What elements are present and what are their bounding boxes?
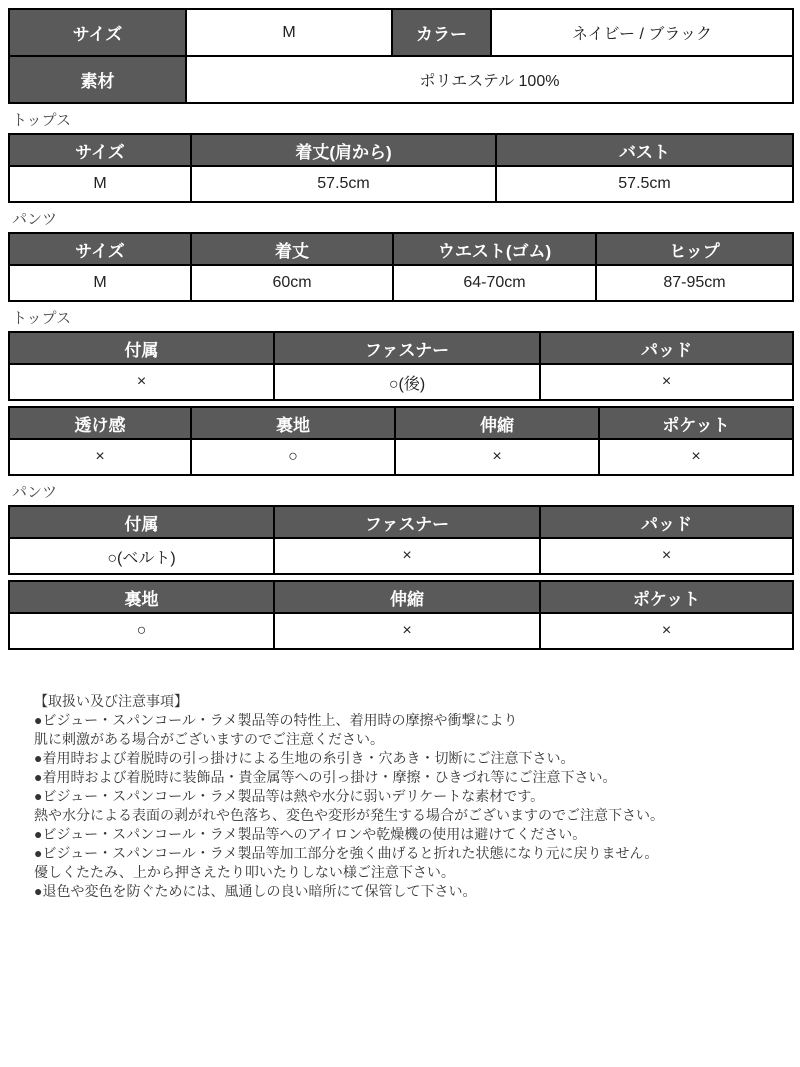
pants-detail-header-stretch: 伸縮 [274, 581, 540, 613]
tops-detail-g2-header-row [9, 407, 793, 439]
tops-detail-header-pad: パッド [540, 332, 793, 364]
tops-size-header-size: サイズ [9, 134, 191, 166]
notes-line-4: ●着用時および着脱時に装飾品・貴金属等への引っ掛け・摩擦・ひきづれ等にご注意下さい。 [34, 769, 617, 785]
tops-detail-value-accessory: × [9, 364, 274, 400]
notes-line-1: ●ビジュー・スパンコール・ラメ製品等の特性上、着用時の摩擦や衝撃により [34, 712, 518, 728]
pants-detail-g1-header-row [9, 506, 793, 538]
tops-detail-header-fastener: ファスナー [274, 332, 540, 364]
tops-size-section-label: トップス [12, 112, 71, 129]
tops-detail-g1-header-row [9, 332, 793, 364]
tops-size-value-row [9, 166, 793, 202]
pants-size-section-label: パンツ [12, 211, 58, 228]
tops-detail-header-stretch: 伸縮 [395, 407, 599, 439]
pants-size-header-length: 着丈 [191, 233, 393, 265]
pants-detail-header-fastener: ファスナー [274, 506, 540, 538]
notes-line-3: ●着用時および着脱時の引っ掛けによる生地の糸引き・穴あき・切断にご注意下さい。 [34, 750, 575, 766]
pants-size-header-hip: ヒップ [596, 233, 793, 265]
pants-detail-g2-value-row [9, 613, 793, 649]
pants-size-header-size: サイズ [9, 233, 191, 265]
pants-size-value-length: 60cm [191, 265, 393, 301]
pants-detail-g2-header-row [9, 581, 793, 613]
pants-size-value-waist: 64-70cm [393, 265, 596, 301]
notes-title: 【取扱い及び注意事項】 [34, 693, 188, 709]
spec-table [8, 8, 794, 104]
tops-detail-table-group1 [8, 331, 794, 401]
handling-notes [34, 692, 792, 901]
pants-detail-value-pad: × [540, 538, 793, 574]
spec-row-size-color [9, 9, 793, 56]
tops-detail-g2-value-row [9, 439, 793, 475]
pants-detail-section-label: パンツ [12, 484, 58, 501]
spec-row-material [9, 56, 793, 103]
tops-detail-value-stretch: × [395, 439, 599, 475]
pants-detail-table-group2 [8, 580, 794, 650]
pants-detail-header-accessory: 付属 [9, 506, 274, 538]
pants-detail-g1-value-row [9, 538, 793, 574]
tops-detail-value-sheerness: × [9, 439, 191, 475]
pants-detail-header-pocket: ポケット [540, 581, 793, 613]
notes-line-10: ●退色や変色を防ぐためには、風通しの良い暗所にて保管して下さい。 [34, 883, 477, 899]
pants-detail-header-pad: パッド [540, 506, 793, 538]
spec-color-label: カラー [392, 9, 491, 56]
notes-line-7: ●ビジュー・スパンコール・ラメ製品等へのアイロンや乾燥機の使用は避けてください。 [34, 826, 587, 842]
pants-detail-value-lining: ○ [9, 613, 274, 649]
pants-size-value-size: M [9, 265, 191, 301]
tops-size-value-bust: 57.5cm [496, 166, 793, 202]
tops-size-value-size: M [9, 166, 191, 202]
pants-detail-value-accessory: ○(ベルト) [9, 538, 274, 574]
tops-size-header-row [9, 134, 793, 166]
spec-color-value: ネイビー / ブラック [491, 9, 793, 56]
pants-detail-header-lining: 裏地 [9, 581, 274, 613]
notes-line-2: 肌に刺激がある場合がございますのでご注意ください。 [34, 731, 384, 747]
tops-detail-g1-value-row [9, 364, 793, 400]
notes-line-6: 熱や水分による表面の剥がれや色落ち、変色や変形が発生する場合がございますのでご注意下さい。 [34, 807, 664, 823]
tops-detail-value-lining: ○ [191, 439, 395, 475]
tops-detail-value-pad: × [540, 364, 793, 400]
tops-size-table [8, 133, 794, 203]
notes-line-9: 優しくたたみ、上から押さえたり叩いたりしない様ご注意下さい。 [34, 864, 455, 880]
tops-detail-value-pocket: × [599, 439, 793, 475]
pants-size-value-row [9, 265, 793, 301]
pants-detail-value-pocket: × [540, 613, 793, 649]
spec-size-label: サイズ [9, 9, 186, 56]
tops-size-header-bust: バスト [496, 134, 793, 166]
pants-size-header-waist: ウエスト(ゴム) [393, 233, 596, 265]
tops-detail-section-label: トップス [12, 310, 71, 327]
notes-line-8: ●ビジュー・スパンコール・ラメ製品等加工部分を強く曲げると折れた状態になり元に戻りません。 [34, 845, 659, 861]
notes-line-5: ●ビジュー・スパンコール・ラメ製品等は熱や水分に弱いデリケートな素材です。 [34, 788, 545, 804]
tops-detail-header-sheerness: 透け感 [9, 407, 191, 439]
spec-material-value: ポリエステル 100% [186, 56, 793, 103]
tops-detail-header-accessory: 付属 [9, 332, 274, 364]
pants-size-value-hip: 87-95cm [596, 265, 793, 301]
pants-detail-value-fastener: × [274, 538, 540, 574]
tops-detail-value-fastener: ○(後) [274, 364, 540, 400]
tops-detail-table-group2 [8, 406, 794, 476]
pants-detail-value-stretch: × [274, 613, 540, 649]
tops-detail-header-lining: 裏地 [191, 407, 395, 439]
pants-detail-table-group1 [8, 505, 794, 575]
tops-size-header-length: 着丈(肩から) [191, 134, 496, 166]
spec-size-value: M [186, 9, 392, 56]
pants-size-header-row [9, 233, 793, 265]
pants-size-table [8, 232, 794, 302]
spec-material-label: 素材 [9, 56, 186, 103]
tops-detail-header-pocket: ポケット [599, 407, 793, 439]
tops-size-value-length: 57.5cm [191, 166, 496, 202]
